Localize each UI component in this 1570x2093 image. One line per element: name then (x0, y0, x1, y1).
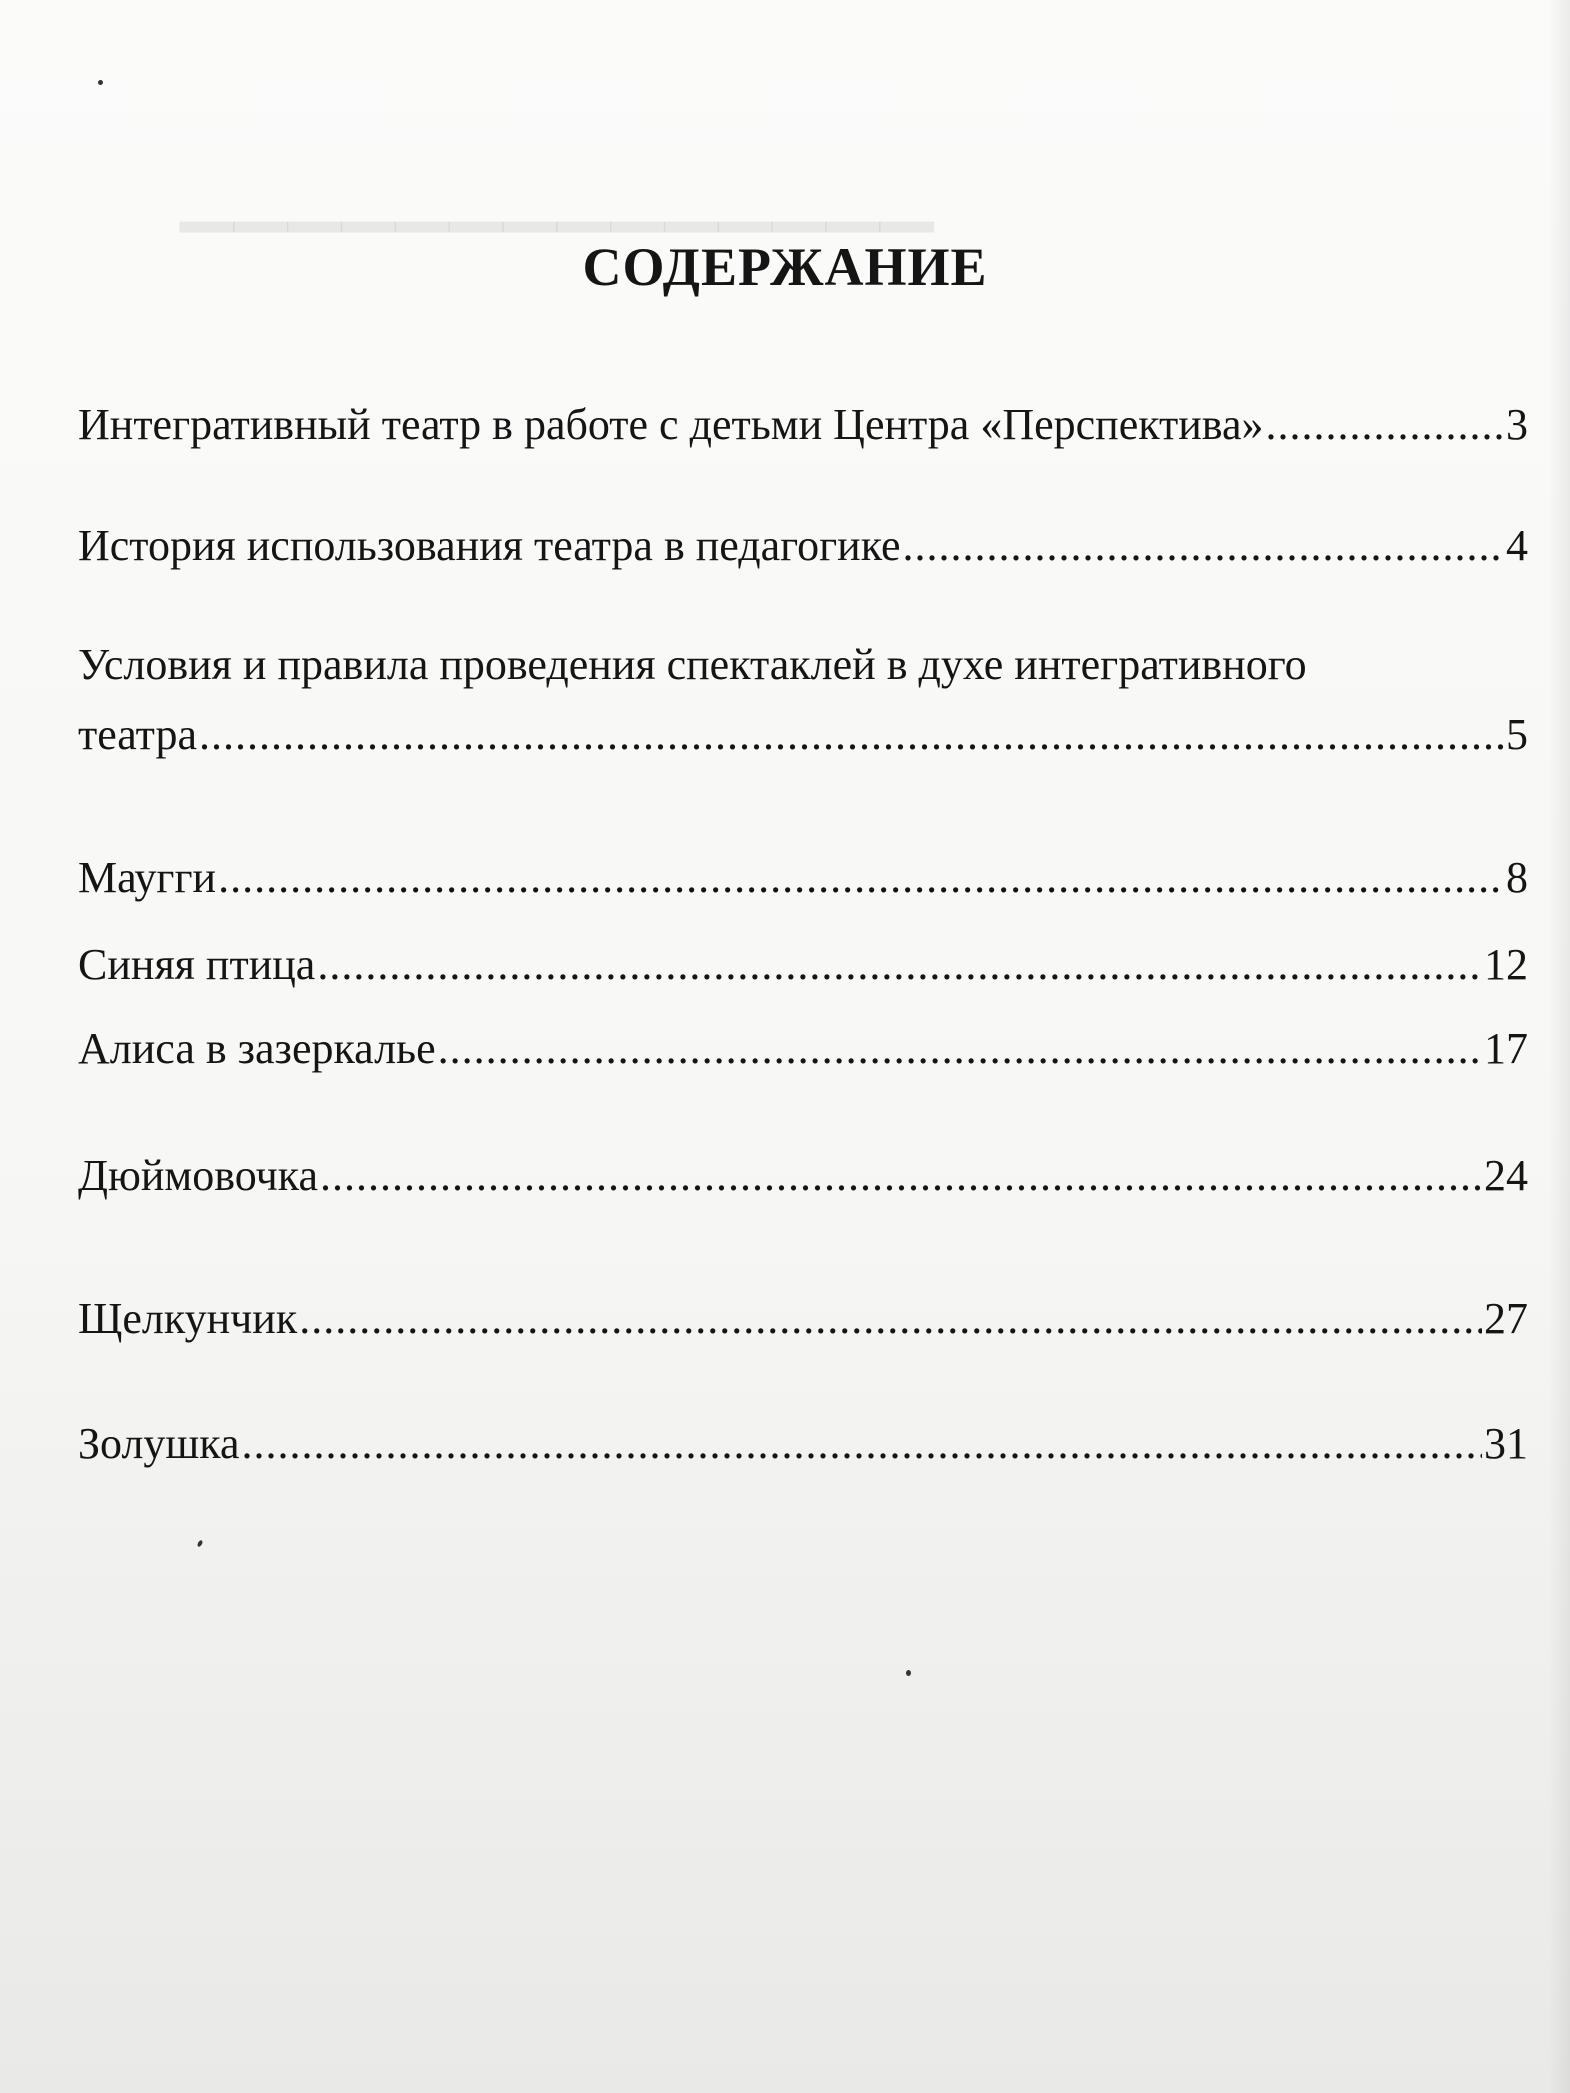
toc-entry-label: Дюймовочка (78, 1151, 318, 1200)
toc-entry-label: Щелкунчик (78, 1294, 298, 1343)
leader-dots (218, 850, 1504, 906)
toc-entry-label: Интегративный театр в работе с детьми Центра «Перспектива» (78, 400, 1264, 449)
leader-dots (299, 1291, 1482, 1347)
toc-entry-page: 3 (1506, 400, 1528, 449)
toc-entry-label: Маугги (78, 853, 217, 902)
dust-speck (197, 1539, 204, 1547)
page: ▁▁▁▁▁▁▁▁▁▁▁▁▁▁ СОДЕРЖАНИЕ Интегративный театр в работе с детьми Центра «Перспектива» ..... 3 История использования театра в педагогике ..... 4 Условия и правила проведения спектаклей в духе интегративного театра ..... 5 Маугги ..... 8 Синяя птица ..... 12 Алиса в зазеркалье ..... 17 Дюймовочка ..... 24 Щелкунчик ..... 27 Золушка ..... 31 (0, 0, 1570, 2093)
toc-entry-page: 8 (1506, 853, 1528, 902)
toc-entry-label: Золушка (78, 1419, 240, 1468)
toc-entry-page: 12 (1484, 940, 1528, 989)
scan-edge (1548, 0, 1570, 2093)
toc-entry-label: Алиса в зазеркалье (78, 1024, 436, 1073)
toc-entry-line2 (78, 707, 1528, 763)
toc-entry-page: 4 (1506, 521, 1528, 570)
toc-entry (78, 518, 1528, 574)
toc-entry (78, 1291, 1528, 1347)
toc-entry (78, 1148, 1528, 1204)
toc-entry (78, 850, 1528, 906)
toc-entry (78, 397, 1528, 453)
page-title: СОДЕРЖАНИЕ (582, 237, 988, 298)
toc-entry-label-line1: Условия и правила проведения спектаклей в духе интегративного (78, 640, 1307, 689)
toc-entry-label: театра (78, 710, 197, 759)
leader-dots (320, 1148, 1482, 1204)
toc-entry (78, 637, 1528, 767)
toc-entry-page: 31 (1484, 1419, 1528, 1468)
toc-entry-label: Синяя птица (78, 940, 316, 989)
leader-dots (1266, 397, 1504, 453)
leader-dots (903, 518, 1504, 574)
toc-entry (78, 1416, 1528, 1472)
toc-entry-page: 24 (1484, 1151, 1528, 1200)
leader-dots (242, 1416, 1482, 1472)
toc-entry (78, 1021, 1528, 1077)
dust-speck (906, 1670, 911, 1676)
dust-speck (98, 80, 103, 85)
leader-dots (199, 707, 1504, 763)
leader-dots (438, 1021, 1482, 1077)
toc-entry-page: 27 (1484, 1294, 1528, 1343)
toc-entry-page: 17 (1484, 1024, 1528, 1073)
toc-entry-page: 5 (1506, 710, 1528, 759)
toc-entry-label: История использования театра в педагогике (78, 521, 901, 570)
toc-entry (78, 937, 1528, 993)
leader-dots (317, 937, 1482, 993)
